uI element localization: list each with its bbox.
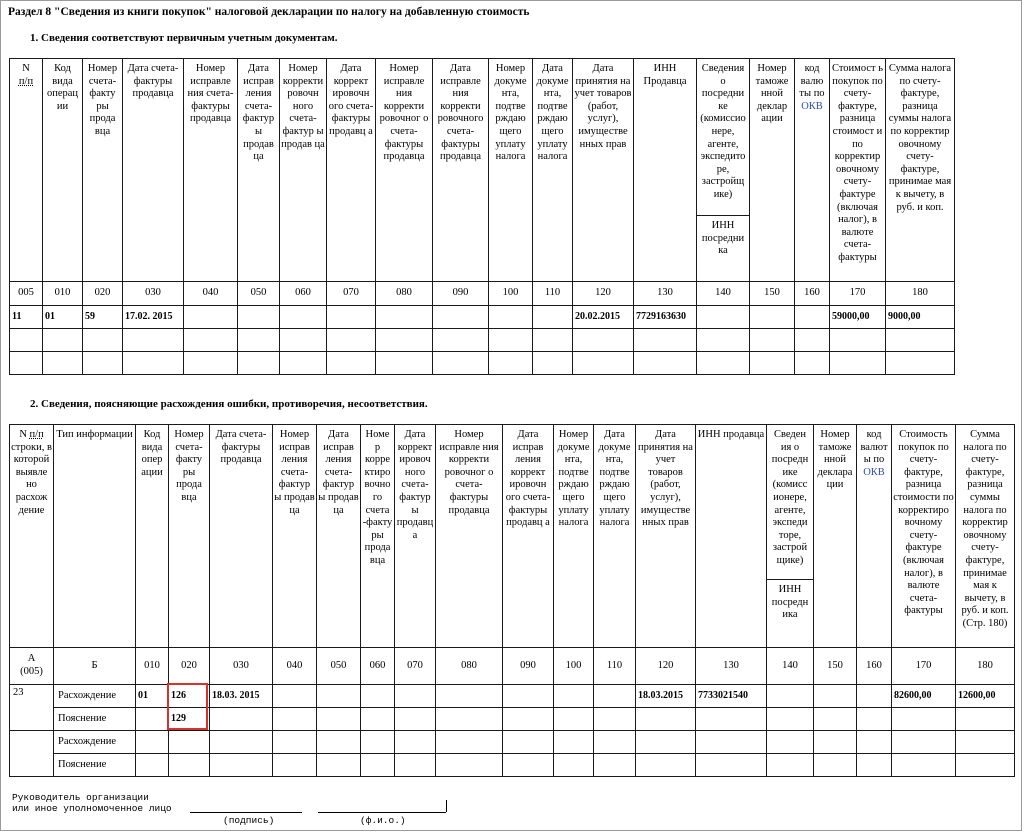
- empty-cell: [184, 306, 238, 329]
- header-090: Дата исправ ления коррект ировочн ого счета-фактуры продавц а: [503, 425, 554, 648]
- purchase-cost: 59000,00: [830, 306, 886, 329]
- table-row: [10, 708, 1015, 731]
- header-020: Номер счета-факту ры прода вца: [169, 425, 210, 648]
- code-cell: 020: [169, 648, 210, 685]
- code-cell: 160: [857, 648, 892, 685]
- empty-cell: [376, 306, 433, 329]
- header-110: Дата докуме нта, подтве рждаю щего уплату налога: [533, 59, 573, 282]
- operation-code: 01: [43, 306, 83, 329]
- codes-row: [10, 648, 1015, 685]
- table-row: [10, 731, 1015, 754]
- invoice-number-explained: 129: [169, 708, 210, 731]
- header-050: Дата исправ ления счета-фактур ы продав ца: [238, 59, 280, 282]
- header-040: Номер исправле ния счета-фактуры продавца: [184, 59, 238, 282]
- purchase-book-table: [9, 58, 955, 375]
- code-005: (005): [20, 666, 43, 677]
- empty-cell: [697, 306, 750, 329]
- invoice-number-highlight: [167, 683, 208, 730]
- signature-caption: (подпись): [223, 815, 275, 826]
- code-cell: 120: [573, 282, 634, 306]
- info-type-explanation: Пояснение: [54, 708, 136, 731]
- header-070: Дата коррект ировоч ного счета-фактур ы продавц а: [395, 425, 436, 648]
- code-cell: 080: [436, 648, 503, 685]
- header-070: Дата коррект ировочн ого счета-фактуры продавц а: [327, 59, 376, 282]
- code-cell: 150: [814, 648, 857, 685]
- code-cell: 070: [395, 648, 436, 685]
- header-row-ref-text: строки, в которой выявле но расхож дение: [11, 441, 52, 516]
- code-cell: 140: [767, 648, 814, 685]
- row-number: 11: [10, 306, 43, 329]
- code-cell: 100: [489, 282, 533, 306]
- header-090: Дата исправле ния корректи ровочного счета-фактуры продавца: [433, 59, 489, 282]
- accept-date: 20.02.2015: [573, 306, 634, 329]
- invoice-date: 17.02. 2015: [123, 306, 184, 329]
- footer-authorized-label: или иное уполномоченное лицо: [12, 803, 172, 814]
- empty-cell: [489, 306, 533, 329]
- code-cell: 010: [43, 282, 83, 306]
- header-150: Номер таможе нной деклар ации: [750, 59, 795, 282]
- header-140-intermediary: Сведения о посредни ке (комиссио нере, агенте, экспедито ре, застройщ ике): [697, 59, 750, 216]
- code-cell: 130: [696, 648, 767, 685]
- code-cell: 130: [634, 282, 697, 306]
- table-row: [10, 329, 955, 352]
- code-cell: 050: [238, 282, 280, 306]
- header-005-pp: п/п: [18, 75, 34, 87]
- code-cell: 060: [280, 282, 327, 306]
- header-140-inn: ИНН посредни ка: [697, 216, 750, 282]
- header-100: Номер докуме нта, подтве рждаю щего уплату налога: [554, 425, 594, 648]
- code-cell: 050: [317, 648, 361, 685]
- empty-cell: [280, 306, 327, 329]
- header-005-n: N: [22, 63, 30, 74]
- section-title: Раздел 8 "Сведения из книги покупок" налоговой декларации по налогу на добавленную стоимость: [8, 6, 530, 18]
- table-row: [10, 685, 1015, 708]
- codes-row: [10, 282, 955, 306]
- fio-line: [318, 812, 446, 813]
- code-cell: 110: [594, 648, 636, 685]
- code-cell: 010: [136, 648, 169, 685]
- header-150: Номер таможе нной деклара ции: [814, 425, 857, 648]
- tax-amount: 12600,00: [956, 685, 1015, 708]
- header-110: Дата докуме нта, подтве рждаю щего уплату налога: [594, 425, 636, 648]
- code-cell: [10, 648, 54, 685]
- code-cell: 040: [184, 282, 238, 306]
- code-cell: 180: [886, 282, 955, 306]
- code-cell: 100: [554, 648, 594, 685]
- header-010: Код вида опер ации: [136, 425, 169, 648]
- discrepancy-table: [9, 424, 1015, 777]
- code-cell: 080: [376, 282, 433, 306]
- header-160: [795, 59, 830, 282]
- section-2-heading: 2. Сведения, поясняющие расхождения ошибки, противоречия, несоответствия.: [30, 398, 428, 410]
- info-type-explanation: Пояснение: [54, 754, 136, 777]
- empty-cell: [750, 306, 795, 329]
- code-cell: 090: [433, 282, 489, 306]
- code-cell: 070: [327, 282, 376, 306]
- code-cell: 060: [361, 648, 395, 685]
- operation-code: 01: [136, 685, 169, 708]
- code-cell: 030: [210, 648, 273, 685]
- header-020: Номер счета-факту ры прода вца: [83, 59, 123, 282]
- header-060: Номе р корре ктиро вочно го счета -факту ры прода вца: [361, 425, 395, 648]
- header-row-ref: [10, 425, 54, 648]
- header-100: Номер докуме нта, подтве рждаю щего уплату налога: [489, 59, 533, 282]
- header-120: Дата принятия на учет товаров (работ, услуг), имуществе нных прав: [636, 425, 696, 648]
- info-type-discrepancy: Расхождение: [54, 685, 136, 708]
- invoice-number: 126: [169, 685, 210, 708]
- table-row: [10, 352, 955, 375]
- header-info-type: Тип информации: [54, 425, 136, 648]
- header-160-text: код валюты по: [860, 429, 888, 466]
- code-cell: 110: [533, 282, 573, 306]
- header-170: Стоимост ь покупок по счету-фактуре, разница стоимост и по корректир овочному счету-фактуре (включая налог), в валюте счета-фактуры: [830, 59, 886, 282]
- fio-line-end: [446, 800, 447, 812]
- code-cell: 170: [830, 282, 886, 306]
- header-040: Номер исправ ления счета-фактур ы продав ца: [273, 425, 317, 648]
- signature-line: [190, 812, 302, 813]
- header-140-inn: ИНН посредн ика: [767, 580, 814, 648]
- section-1-heading: 1. Сведения соответствуют первичным учетным документам.: [30, 32, 338, 44]
- code-cell: 005: [10, 282, 43, 306]
- header-160: [857, 425, 892, 648]
- empty-cell: [238, 306, 280, 329]
- row-ref-number: 23: [10, 685, 54, 731]
- code-cell: 170: [892, 648, 956, 685]
- header-030: Дата счета-фактуры продавца: [210, 425, 273, 648]
- seller-inn: 7729163630: [634, 306, 697, 329]
- okv-link[interactable]: ОКВ: [863, 466, 885, 478]
- code-a: А: [27, 653, 36, 665]
- code-cell: 140: [697, 282, 750, 306]
- info-type-discrepancy: Расхождение: [54, 731, 136, 754]
- header-180: Сумма налога по счету-фактуре, разница суммы налога по корректир овочному счету-фактуре, принимае мая к вычету, в руб. и коп.: [886, 59, 955, 282]
- empty-cell: [327, 306, 376, 329]
- empty-cell: [433, 306, 489, 329]
- header-050: Дата исправ ления счета-фактур ы продав ца: [317, 425, 361, 648]
- invoice-date: 18.03. 2015: [210, 685, 273, 708]
- header-120: Дата принятия на учет товаров (работ, услуг), имуществе нных прав: [573, 59, 634, 282]
- footer-head-label: Руководитель организации: [12, 792, 149, 803]
- tax-amount: 9000,00: [886, 306, 955, 329]
- header-005: [10, 59, 43, 282]
- code-cell: Б: [54, 648, 136, 685]
- code-cell: 020: [83, 282, 123, 306]
- header-130: ИНН продавца: [696, 425, 767, 648]
- code-cell: 160: [795, 282, 830, 306]
- table-row: [10, 754, 1015, 777]
- header-row-ref-pp: п/п: [29, 429, 44, 440]
- invoice-number: 59: [83, 306, 123, 329]
- header-060: Номер корректи ровочн ного счета-фактур ы продав ца: [280, 59, 327, 282]
- header-160-text: код валю ты по: [799, 63, 825, 100]
- code-cell: 150: [750, 282, 795, 306]
- code-cell: 120: [636, 648, 696, 685]
- fio-caption: (ф.и.о.): [360, 815, 406, 826]
- header-row-ref-n: N: [19, 429, 27, 440]
- header-010: Код вида операц ии: [43, 59, 83, 282]
- code-cell: 180: [956, 648, 1015, 685]
- seller-inn: 7733021540: [696, 685, 767, 708]
- header-180: Сумма налога по счету-фактуре, разница суммы налога по корректир овочному счету-фактуре, принимае мая к вычету, в руб. и коп. (Стр. 180): [956, 425, 1015, 648]
- table-row: [10, 306, 955, 329]
- code-cell: 040: [273, 648, 317, 685]
- code-cell: 030: [123, 282, 184, 306]
- empty-cell: [795, 306, 830, 329]
- header-140-intermediary: Сведен ия о посредн ике (комисс ионере, агенте, экспеди торе, застрой щике): [767, 425, 814, 580]
- header-130: ИНН Продавца: [634, 59, 697, 282]
- empty-cell: [533, 306, 573, 329]
- okv-link[interactable]: ОКВ: [801, 100, 823, 112]
- header-080: Номер исправле ния корректи ровочног о счета-фактуры продавца: [376, 59, 433, 282]
- accept-date: 18.03.2015: [636, 685, 696, 708]
- header-170: Стоимость покупок по счету-фактуре, разница стоимости по корректиро вочному счету-фактуре (включая налог), в валюте счета-фактуры: [892, 425, 956, 648]
- header-030: Дата счета-фактуры продавца: [123, 59, 184, 282]
- header-080: Номер исправле ния корректи ровочног о счета-фактуры продавца: [436, 425, 503, 648]
- code-cell: 090: [503, 648, 554, 685]
- purchase-cost: 82600,00: [892, 685, 956, 708]
